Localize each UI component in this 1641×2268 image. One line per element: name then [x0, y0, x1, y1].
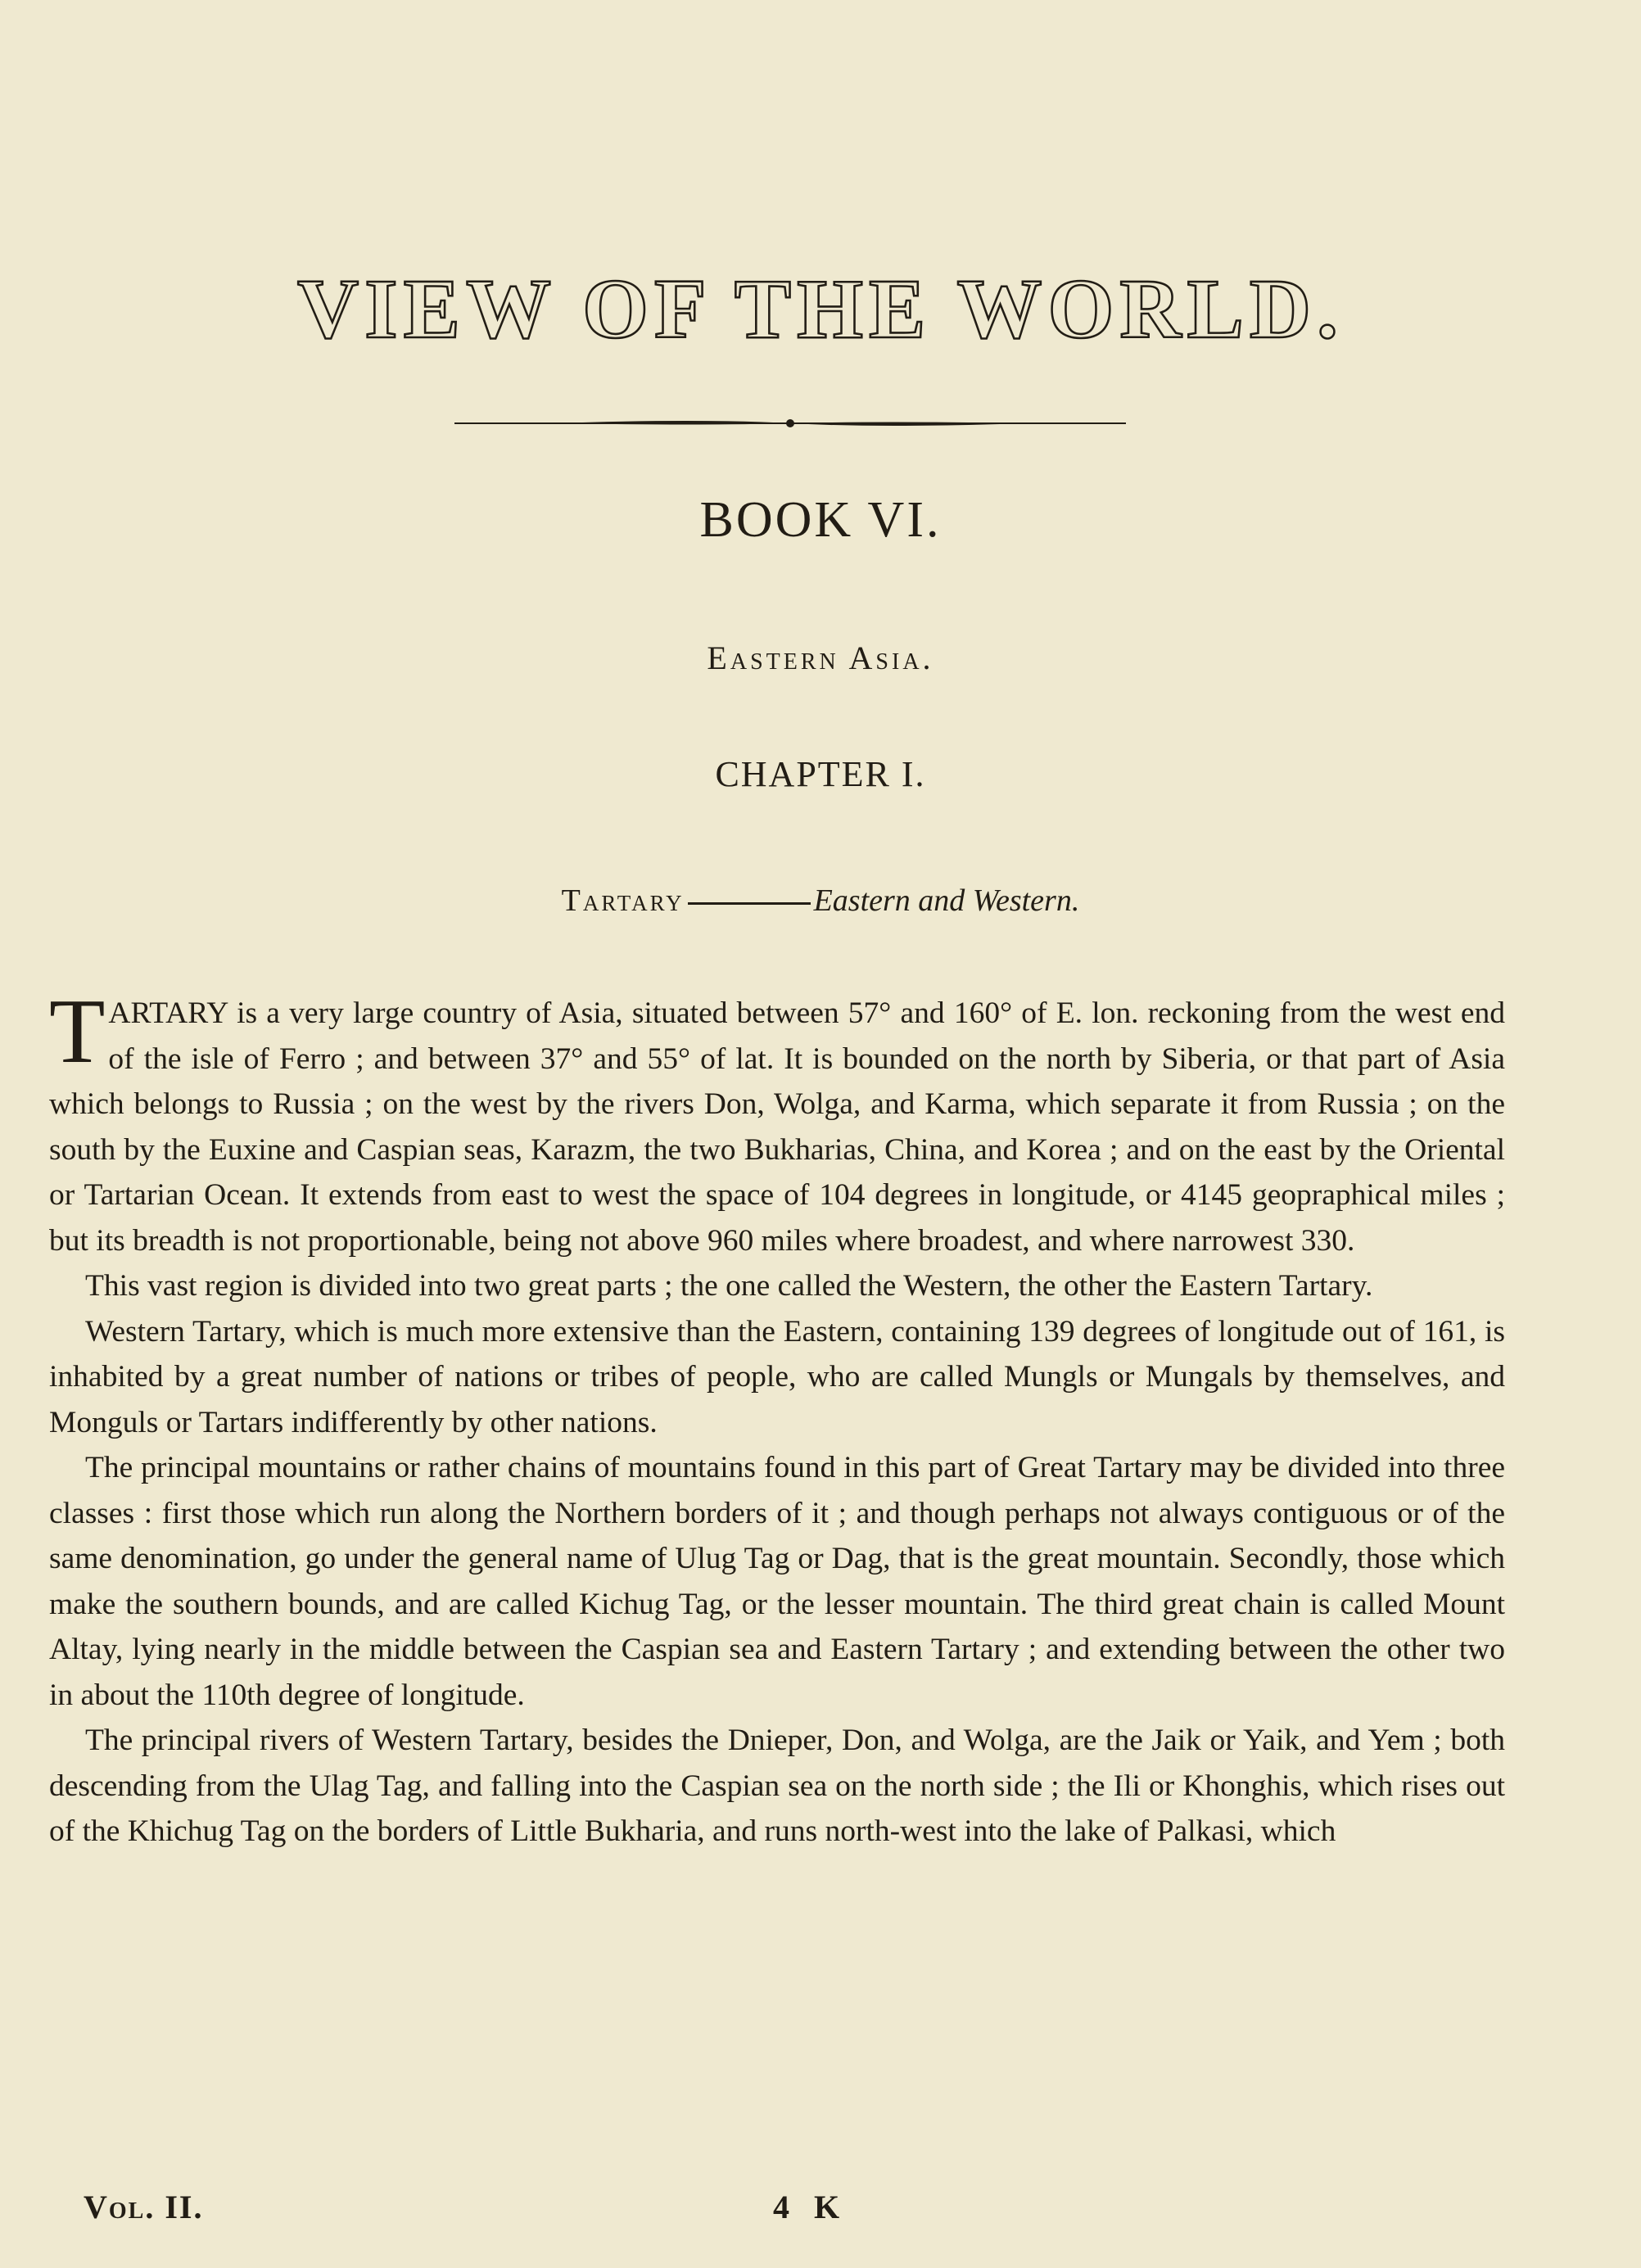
paragraph: The principal rivers of Western Tartary, besides the Dnieper, Don, and Wolga, are the Jaik or Yaik, and Yem ; both descending from the Ulag Tag, and falling into the Caspian sea on the north side ; the Ili or Khonghis, which rises out of the Khichug Tag on the borders of Little Bukharia, and runs north-west into the lake of Palkasi, which	[49, 1724, 1505, 1848]
body-text	[49, 981, 1505, 1855]
paragraph	[49, 981, 1505, 1263]
paragraph-text: ARTARY is a very large country of Asia, situated between 57° and 160° of E. lon. reckoning from the west end of the isle of Ferro ; and between 37° and 55° of lat. It is bounded on the north by Siberia, or that part of Asia which belongs to Russia ; on the west by the rivers Don, Wolga, and Karma, which separate it from Russia ; on the south by the Euxine and Caspian seas, Karazm, the two Bukharias, China, and Korea ; and on the east by the Oriental or Tartarian Ocean. It extends from east to west the space of 104 degrees in longitude, or 4145 geopraphical miles ; but its breadth is not proportionable, being not above 960 miles where broadest, and where narrowest 330.	[49, 996, 1505, 1258]
subhead-left: Tartary	[561, 883, 685, 918]
main-title: VIEW OF THE WORLD.	[297, 262, 1344, 356]
section-subheading	[0, 883, 1641, 919]
drop-cap: T	[49, 981, 106, 1082]
book-heading: BOOK VI.	[699, 492, 942, 548]
title-rule	[454, 418, 1126, 429]
page-footer	[0, 2188, 1641, 2237]
paragraph: This vast region is divided into two great parts ; the one called the Western, the other the Eastern Tartary.	[85, 1269, 1373, 1303]
signature-mark: 4 K	[773, 2189, 848, 2225]
chapter-heading: CHAPTER I.	[715, 754, 926, 794]
volume-label: Vol. II.	[84, 2189, 204, 2225]
subhead-right: Eastern and Western.	[813, 883, 1080, 918]
region-heading: Eastern Asia.	[707, 639, 934, 676]
paragraph: Western Tartary, which is much more extensive than the Eastern, containing 139 degrees of longitude out of 161, is inhabited by a great number of nations or tribes of people, who are called Mungls or Mungals by themselves, and Monguls or Tartars indifferently by other nations.	[49, 1314, 1505, 1439]
subhead-dash	[688, 902, 811, 905]
paragraph: The principal mountains or rather chains of mountains found in this part of Great Tartary may be divided into three classes : first those which run along the Northern borders of it ; and though perhaps not always contiguous or of the same denomination, go under the general name of Ulug Tag or Dag, that is the great mountain. Secondly, those which make the southern bounds, and are called Kichug Tag, or the lesser mountain. The third great chain is called Mount Altay, lying nearly in the middle between the Caspian sea and Eastern Tartary ; and extending between the other two in about the 110th degree of longitude.	[49, 1451, 1505, 1712]
